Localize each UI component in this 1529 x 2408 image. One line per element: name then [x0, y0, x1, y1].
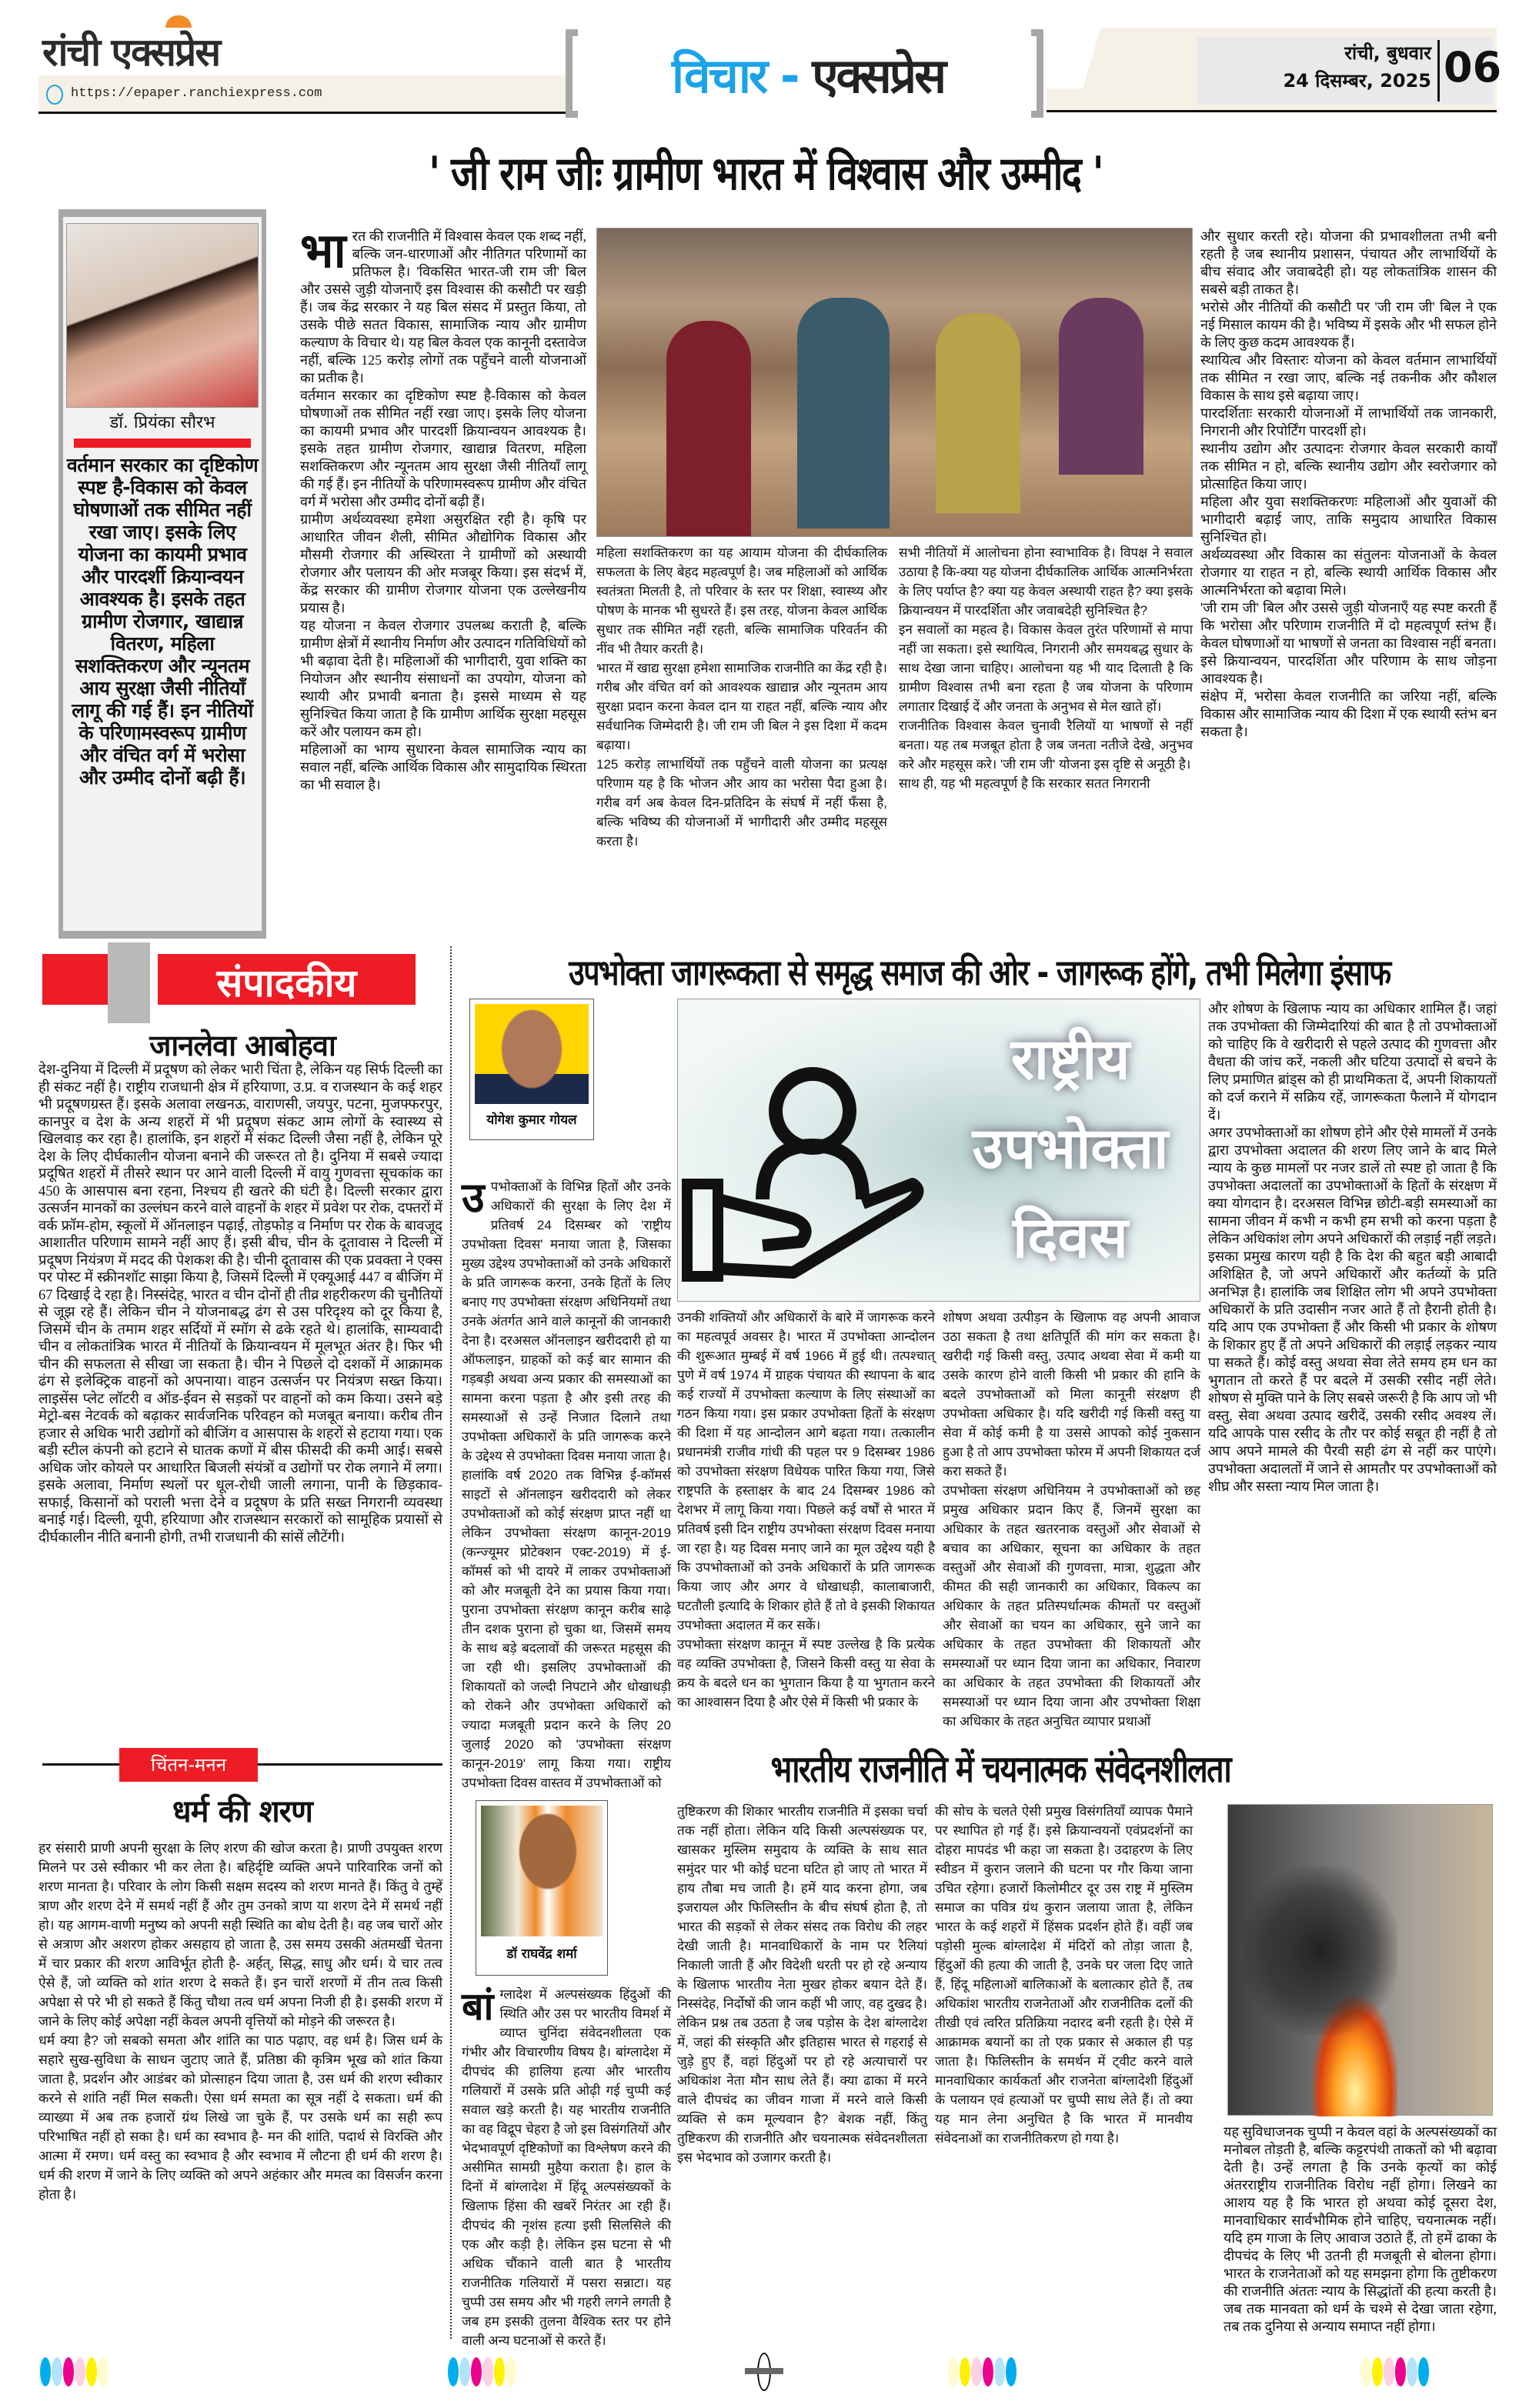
registration-crosshair-bar — [745, 2368, 783, 2374]
paragraph: अगर उपभोक्ताओं का शोषण होने और ऐसे मामलों में उनके द्वारा उपभोक्ता अदालत की शरण लिए जाने के बाद मिले न्याय के कुछ मामलों पर नजर डालें तो स्पष्ट हो जाता है कि उपभोक्ता अदालतों का उपभोक्ताओं के हितों के संरक्षण में क्या योगदान है। दरअसल विभिन्न छोटी-बड़ी समस्याओं का सामना जीवन में कभी न कभी हम सभी को करना पड़ता है लेकिन अधिकांश लोग अपने अधिकारों की लड़ाई नहीं लड़ते। इसका प्रमुख कारण यही है कि देश की बहुत बड़ी आबादी अशिक्षित है, जो अपने अधिकारों और कर्तव्यों के प्रति अनभिज्ञ है। हालांकि जब शिक्षित लोग भी अपने उपभोक्ता अधिकारों के प्रति उदासीन नजर आते हैं तो हैरानी होती है। यदि आप एक उपभोक्ता हैं और किसी भी प्रकार के शोषण के शिकार हुए हैं तो अपने अधिकारों की लड़ाई लड़कर न्याय पा सकते हैं। कोई वस्तु अथवा सेवा लेते समय हम धन का भुगतान तो करते हैं पर बदले में उसकी रसीद नहीं लेते। शोषण से मुक्ति पाने के लिए सबसे जरूरी है कि आप जो भी वस्तु, सेवा अथवा उत्पाद खरीदें, उसकी रसीद अवश्य लें। यदि आपके पास रसीद के तौर पर कोई सबूत ही नहीं है तो आप अपने मामले की पैरवी सही ढंग से नहीं कर पाएंगे। उपभोक्ता अदालतों में जाने से आमतौर पर उपभोक्ताओं को शीघ्र और सस्ता न्याय मिल जाता है। — [1208, 1125, 1497, 1494]
color-mark — [1384, 2357, 1394, 2386]
section-bracket-right — [1031, 29, 1043, 118]
color-mark — [98, 2357, 108, 2386]
red-divider — [74, 439, 251, 448]
paragraph: स्थानीय उद्योग और उत्पादनः रोजगार केवल सरकारी कार्यों तक सीमित न हो, बल्कि स्थानीय उद्योग और स्वरोजगार को प्रोत्साहित किया जाए। — [1200, 441, 1497, 492]
consumer-day-illustration — [677, 999, 1200, 1302]
editorial-title: जानलेवा आबोहवा — [149, 1029, 336, 1062]
lead-headline: ' जी राम जीः ग्रामीण भारत में विश्वास और उम्मीद ' — [429, 147, 1103, 201]
paragraph: और शोषण के खिलाफ न्याय का अधिकार शामिल हैं। जहां तक उपभोक्ता की जिम्मेदारियां की बात है तो उपभोक्ताओं को चाहिए कि वे खरीदारी से पहले उत्पाद की गुणवत्ता और वैधता की जांच करें, नकली और घटिया उत्पादों से बचने के लिए प्रमाणित ब्रांड्स को ही प्राथमिकता दें, अपनी शिकायतों को दर्ज कराने में सक्रिय रहें, जागरूकता फैलाने में योगदान दें। — [1208, 1001, 1497, 1122]
politics-column-2 — [677, 1802, 927, 2339]
paragraph: पभोक्ताओं के विभिन्न हितों और उनके अधिकारों की सुरक्षा के लिए देश में प्रतिवर्ष 24 दिसम्बर को 'राष्ट्रीय उपभोक्ता दिवस' मनाया जाता है, जिसका मुख्य उद्देश्य उपभोक्ताओं को उनके अधिकारों के प्रति जागरूक करना, उनके हितों के लिए बनाए गए उपभोक्ता संरक्षण अधिनियमों तथा उनके अंतर्गत आने वाले कानूनों की जानकारी देना है। दरअसल ऑनलाइन खरीददारी हो या ऑफलाइन, ग्राहकों को कई बार सामान की गड़बड़ी अथवा अन्य प्रकार की समस्याओं का सामना करना पड़ता है और इसी तरह की समस्याओं से उन्हें निजात दिलाने तथा उपभोक्ता अधिकारों के प्रति जागरूक करने के उद्देश्य से उपभोक्ता दिवस मनाया जाता है। हालांकि वर्ष 2020 तक विभिन्न ई-कॉमर्स साइटों से ऑनलाइन खरीददारी को लेकर उपभोक्ताओं को कोई संरक्षण प्राप्त नहीं था लेकिन उपभोक्ता संरक्षण कानून-2019 (कन्ज्यूमर प्रोटेक्शन एक्ट-2019) में ई-कॉमर्स को भी दायरे में लाकर उपभोक्ताओं को और मजबूती देने का प्रयास किया गया। पुराना उपभोक्ता संरक्षण कानून करीब साढ़े तीन दशक पुराना हो चुका था, जिसमें समय के साथ बड़े बदलावों की जरूरत महसूस की जा रही थी। इसलिए उपभोक्ताओं की शिकायतों को जल्दी निपटाने और धोखाधड़ी को रोकने और उपभोक्ता अधिकारों को ज्यादा मजबूती प्रदान करने के लिए 20 जुलाई 2020 को 'उपभोक्ता संरक्षण कानून-2019' लागू किया गया। राष्ट्रीय उपभोक्ता दिवस वास्तव में उपभोक्ताओं को — [462, 1179, 671, 1790]
paragraph: वर्तमान सरकार का दृष्टिकोण स्पष्ट है-विकास को केवल घोषणाओं तक सीमित नहीं रखा जाए। इसके लिए योजना का कायमी प्रभाव और पारदर्शी क्रियान्वयन आवश्यक है। इसके तहत ग्रामीण रोजगार, खाद्यान्न वितरण, महिला सशक्तिकरण और न्यूनतम आय सुरक्षा जैसी नीतियाँ लागू की गई हैं। इन नीतियों के परिणामस्वरूप ग्रामीण और वंचित वर्ग में भरोसा और उम्मीद दोनों बढ़ी हैं। — [300, 388, 586, 509]
politics-headline: भारतीय राजनीति में चयनात्मक संवेदनशीलता — [770, 1748, 1230, 1791]
paragraph: साथ ही, यह भी महत्वपूर्ण है कि सरकार सतत निगरानी — [899, 776, 1150, 791]
pullquote-box — [58, 209, 266, 939]
section-title-separator: - — [766, 48, 813, 104]
paragraph: भारत में खाद्य सुरक्षा हमेशा सामाजिक राजनीति का केंद्र रही है। गरीब और वंचित वर्ग को आवश्यक खाद्यान्न और न्यूनतम आय सुरक्षा प्रदान करना केवल दान या राहत नहीं, बल्कि न्याय और सर्वधानिक जिम्मेदारी है। जी राम जी बिल ने इस दिशा में कदम बढ़ाया। — [596, 661, 887, 752]
illustration-word: दिवस — [1013, 1205, 1128, 1271]
date-divider — [1437, 40, 1440, 102]
color-mark — [52, 2357, 62, 2386]
color-mark — [63, 2357, 74, 2386]
lead-column-4 — [1200, 228, 1497, 928]
author-name: योगेश कुमार गोयल — [486, 1112, 577, 1128]
paragraph: पारदर्शिताः सरकारी योजनाओं में लाभार्थियों तक जानकारी, निगरानी और रिपोर्टिंग पारदर्शी हो। — [1200, 405, 1497, 439]
color-mark — [1006, 2357, 1017, 2386]
color-mark — [448, 2357, 459, 2386]
politics-photo-street-fire — [1227, 1804, 1493, 2116]
color-mark — [948, 2357, 959, 2386]
chintan-body — [38, 1839, 442, 2339]
paragraph: भरोसे और नीतियों की कसौटी पर 'जी राम जी' बिल ने एक नई मिसाल कायम की है। भविष्य में इसके और भी सफल होने के लिए कुछ कदम आवश्यक हैं। — [1200, 299, 1497, 350]
author-box-raghvendra — [476, 1800, 608, 1976]
paragraph: 125 करोड़ लाभार्थियों तक पहुँचने वाली योजना का प्रत्यक्ष परिणाम यह है कि भोजन और आय का भरोसा पैदा हुआ है। गरीब वर्ग अब केवल दिन-प्रतिदिन के संघर्ष में नहीं फँसा है, बल्कि भविष्य की योजनाओं में भागीदारी और उम्मीद महसूस करता है। — [596, 757, 887, 849]
illustration-word: उपभोक्ता — [972, 1116, 1169, 1182]
lead-column-1 — [300, 222, 586, 928]
color-mark — [494, 2357, 505, 2386]
dropcap: बां — [462, 1984, 494, 2029]
chintan-title: धर्म की शरण — [172, 1794, 312, 1829]
paragraph: उपभोक्ता संरक्षण कानून में स्पष्ट उल्लेख है कि प्रत्येक वह व्यक्ति उपभोक्ता है, जिसने किसी वस्तु या सेवा के क्रय के बदले धन का भुगतान किया है या भुगतान करने का आश्वासन दिया है और ऐसे में किसी भी प्रकार के — [677, 1637, 935, 1709]
consumer-column-4 — [1208, 1000, 1497, 1727]
color-mark — [983, 2357, 993, 2386]
paragraph: शोषण अथवा उत्पीड़न के खिलाफ वह अपनी आवाज उठा सकता है तथा क्षतिपूर्ति की मांग कर सकता है। खरीदी गई किसी वस्तु, उत्पाद अथवा सेवा में कमी या उसके कारण होने वाली किसी भी प्रकार की हानि के बदले उपभोक्ताओं को मिला कानूनी संरक्षण ही उपभोक्ता अधिकार है। यदि खरीदी गई किसी वस्तु या सेवा में कोई कमी है या उससे आपको कोई नुकसान हुआ है तो आप उपभोक्ता फोरम में अपनी शिकायत दर्ज करा सकते हैं। — [943, 1310, 1200, 1479]
paragraph: हर संसारी प्राणी अपनी सुरक्षा के लिए शरण की खोज करता है। प्राणी उपयुक्त शरण मिलने पर उसे स्वीकार भी कर लेता है। बहिर्दृष्टि व्यक्ति अपने पारिवारिक जनों को शरण मानता है। परिवार के लोग किसी सक्षम सदस्य को शरण मानते हैं। किंतु वे तुम्हें त्राण और शरण देने में समर्थ नहीं हैं और तुम उनको त्राण या शरण देने में समर्थ नहीं हो। यह आगम-वाणी मनुष्य को अपनी सही स्थिति का बोध देती है। वह जब चारों ओर से अत्राण और अशरण होकर असहाय हो जाता है, उस समय उसकी अंतमर्खी चेतना में चार प्रकार की शरण आविर्भूत होती है- अर्हत्, सिद्ध, साधु और धर्म। ये चार तत्व ऐसे हैं, जो व्यक्ति को शांत शरण दे सकते हैं। इन चारों शरणों में तीन तत्व किसी अपेक्षा से परे भी हो सकते हैं किंतु चौथा तत्व धर्म अपना निजी ही है। इसकी शरण में जाने के लिए कोई अपेक्षा नहीं केवल अपनी वृत्तियों को मोड़ने की जरूरत है। — [38, 1840, 442, 2029]
paragraph: महिला और युवा सशक्तिकरणः महिलाओं और युवाओं की भागीदारी बढ़ाई जाए, ताकि समुदाय आधारित विकास सुनिश्चित हो। — [1200, 494, 1497, 545]
section-title — [585, 42, 1031, 107]
color-mark — [1418, 2357, 1429, 2386]
editorial-gray-bar — [108, 942, 150, 1023]
consumer-headline-wrap — [462, 948, 1497, 996]
politics-column-1 — [462, 1984, 671, 2348]
editorial-body — [38, 1062, 442, 1729]
author-name: डॉ राघवेंद्र शर्मा — [506, 1946, 577, 1962]
editorial-gray-gap — [150, 954, 158, 1005]
paragraph: यह सुविधाजनक चुप्पी न केवल वहां के अल्पसंख्यकों का मनोबल तोड़ती है, बल्कि कट्टरपंथी ताकतों को भी बढ़ावा देती है। उन्हें लगता है कि उनके कृत्यों का कोई अंतरराष्ट्रीय राजनीतिक विरोध नहीं होगा। लिखने का आशय यह है कि भारत हो अथवा कोई दूसरा देश, मानवाधिकार सार्वभौमिक होने चाहिए, चयनात्मक नहीं। यदि हम गाजा के लिए आवाज उठाते हैं, तो हमें ढाका के दीपचंद के लिए भी उतनी ही मजबूती से बोलना होगा। भारत के राजनेताओं को यह समझना होगा कि तुष्टीकरण की राजनीति अंततः न्याय के सिद्धांतों की हत्या करती है। जब तक मानवता को धर्म के चश्मे से देखा जाता रहेगा, तब तक दुनिया से अन्याय समाप्त नहीं होगा। — [1224, 2124, 1497, 2334]
pullquote-inner — [63, 217, 262, 931]
lead-photo-women-workers — [596, 228, 1193, 537]
dropcap: भा — [300, 222, 346, 278]
paragraph: ग्लादेश में अल्पसंख्यक हिंदुओं की स्थिति और उस पर भारतीय विमर्श में व्याप्त चुनिंदा संवेदनशीलता एक गंभीर और विचारणीय विषय है। बांग्लादेश में दीपचंद की हालिया हत्या और भारतीय गलियारों में उसके प्रति ओढ़ी गई चुप्पी कई सवाल खड़े करती है। यह भारतीय राजनीति का वह विद्रूप चेहरा है जो इस विसंगतियों और भेदभावपूर्ण दृष्टिकोणों का विश्लेषण करने की असीमित सामग्री मुहैया कराता है। हाल के दिनों में बांग्लादेश में हिंदू अल्पसंख्यकों के खिलाफ हिंसा की खबरें निरंतर आ रही हैं। दीपचंद की नृशंस हत्या इसी सिलसिले की एक और कड़ी है। लेकिन इस घटना से भी अधिक चौंकाने वाली बात है भारतीय राजनीतिक गलियारों में पसरा सन्नाटा। यह चुप्पी उस समय और भी गहरी लगने लगती है जब हम इसकी तुलना वैश्विक स्तर पर होने वाली अन्य घटनाओं से करते हैं। — [462, 1987, 671, 2348]
author-name: डॉ. प्रियंका सौरभ — [109, 413, 215, 432]
photo-figure — [1059, 298, 1143, 475]
paragraph: राजनीतिक विश्वास केवल चुनावी रैलियों या भाषणों से नहीं बनता। यह तब मजबूत होता है जब जनता नतीजे देखे, अनुभव करे और महसूस करे। 'जी राम जी' योजना इस दृष्टि से अनूठी है। — [899, 719, 1193, 772]
illustration-caption — [947, 1015, 1193, 1282]
section-title-part1: विचार — [671, 48, 766, 104]
color-mark — [960, 2357, 970, 2386]
politics-column-4 — [1224, 2123, 1497, 2339]
color-mark — [1372, 2357, 1383, 2386]
paragraph: उनकी शक्तियों और अधिकारों के बारे में जागरूक करने का महत्वपूर्व अवसर है। भारत में उपभोक्ता आन्दोलन की शुरूआत मुम्बई में वर्ष 1966 में हुई थी। तत्पश्चात् पुणे में वर्ष 1974 में ग्राहक पंचायत की स्थापना के बाद कई राज्यों में उपभोक्ता कल्याण के लिए संस्थाओं का गठन किया गया। इस प्रकार उपभोक्ता हितों के संरक्षण की दिशा में यह आन्दोलन आगे बढ़ता गया। तत्कालीन प्रधानमंत्री राजीव गांधी की पहल पर 9 दिसम्बर 1986 को उपभोक्ता संरक्षण विधेयक पारित किया गया, जिसे राष्ट्रपति के हस्ताक्षर के बाद 24 दिसम्बर 1986 को देशभर में लागू किया गया। पिछले कई वर्षों से भारत में प्रतिवर्ष इसी दिन राष्ट्रीय उपभोक्ता संरक्षण दिवस मनाया जा रहा है। यह दिवस मनाए जाने का मूल उद्देश्य यही है कि उपभोक्ताओं को उनके अधिकारों के प्रति जागरूक किया जाए और अगर वे धोखाधड़ी, कालाबाजारी, घटतौली इत्यादि के शिकार होते हैं तो वे इसकी शिकायत उपभोक्ता अदालत में कर सकें। — [677, 1310, 935, 1633]
chintan-banner[interactable]: चिंतन-मनन — [119, 1748, 258, 1782]
color-mark — [506, 2357, 516, 2386]
paragraph: इन सवालों का महत्व है। विकास केवल तुरंत परिणामों से मापा नहीं जा सकता। इसे स्थायित्व, निगरानी और समयबद्ध सुधार के साथ देखा जाना चाहिए। आलोचना यह भी याद दिलाती है कि ग्रामीण विश्वास तभी बना रहता है जब योजना के परिणाम लगातार दिखाई दें और जनता के अनुभव से मेल खाते हों। — [899, 622, 1193, 714]
paragraph: 'जी राम जी' बिल और उससे जुड़ी योजनाएँ यह स्पष्ट करती हैं कि भरोसा और परिणाम राजनीति में दो महत्वपूर्ण स्तंभ हैं। केवल घोषणाओं या भाषणों से जनता का विश्वास नहीं बनता। इसे क्रियान्वयन, पारदर्शिता और परिणाम के साथ जोड़ना आवश्यक है। — [1200, 600, 1497, 686]
color-mark — [86, 2357, 97, 2386]
politics-column-3 — [935, 1802, 1193, 2339]
issue-date: 24 दिसम्बर, 2025 — [1283, 70, 1431, 92]
section-title-part2: एक्सप्रेस — [812, 48, 945, 104]
color-mark — [75, 2357, 85, 2386]
epaper-url-link[interactable]: https://epaper.ranchiexpress.com — [71, 86, 322, 101]
sun-logo-icon — [165, 15, 192, 28]
color-mark — [471, 2357, 482, 2386]
author-box-yogesh — [469, 999, 594, 1140]
paragraph: और सुधार करती रहे। योजना की प्रभावशीलता तभी बनी रहती है जब स्थानीय प्रशासन, पंचायत और लाभार्थियों के बीच संवाद और जवाबदेही हो। यह लोकतांत्रिक शासन की सबसे बड़ी ताकत है। — [1200, 228, 1497, 297]
color-mark — [1407, 2357, 1417, 2386]
globe-icon — [46, 85, 63, 105]
lead-column-2 — [596, 543, 887, 928]
city-day: रांची, बुधवार — [1344, 42, 1431, 64]
photo-figure — [666, 321, 751, 536]
illustration-word: राष्ट्रीय — [1010, 1026, 1130, 1092]
paragraph: धर्म क्या है? जो सबको समता और शांति का पाठ पढ़ाए, वह धर्म है। जिस धर्म के सहारे सुख-सुविधा के साधन जुटाए जाते हैं, प्रतिष्ठा की कृत्रिम भूख को शांत किया जाता है, प्रदर्शन और आडंबर को प्रोत्साहन दिया जाता है, उस धर्म की शरण स्वीकार करने से शांति नहीं मिल सकती। ऐसा धर्म समता का सूत्र नहीं दे सकता। धर्म की व्याख्या में अब तक हजारों ग्रंथ लिखे जा चुके हैं, पर उसके धर्म का सही रूप परिभाषित नहीं हो सका है। धर्म का स्वभाव है- मन की शांति, पदार्थ से विरक्ति और आत्मा में रमण। धर्म वस्तु का स्वभाव है और स्वभाव में लौटना ही धर्म की शरण है। धर्म की शरण में जाने के लिए व्यक्ति को अपने अहंकार और ममत्व का विसर्जन करना होता है। — [38, 2033, 442, 2202]
editorial-banner-label: संपादकीय — [216, 961, 357, 1006]
paragraph: महिलाओं का भाग्य सुधारना केवल सामाजिक न्याय का सवाल नहीं, बल्कि आर्थिक विकास और सामुदायिक स्थिरता का भी सवाल है। — [300, 742, 586, 792]
author-photo-raghvendra — [481, 1806, 603, 1936]
lead-headline-wrap — [300, 140, 1231, 203]
consumer-headline: उपभोक्ता जागरूकता से समृद्ध समाज की ओर - जागरूक होंगे, तभी मिलेगा इंसाफ — [568, 952, 1390, 993]
paragraph: संक्षेप में, भरोसा केवल राजनीति का जरिया नहीं, बल्कि विकास और सामाजिक न्याय की दिशा में एक स्थायी स्तंभ बन सकता है। — [1200, 689, 1497, 739]
pullquote-text: वर्तमान सरकार का दृष्टिकोण स्पष्ट है-विकास को केवल घोषणाओं तक सीमित नहीं रखा जाए। इसके लिए योजना का कायमी प्रभाव और पारदर्शी क्रियान्वयन आवश्यक है। इसके तहत ग्रामीण रोजगार, खाद्यान्न वितरण, महिला सशक्तिकरण और न्यूनतम आय सुरक्षा जैसी नीतियाँ लागू की गई हैं। इन नीतियों के परिणामस्वरूप ग्रामीण और वंचित वर्ग में भरोसा और उम्मीद दोनों बढ़ी हैं। — [66, 454, 259, 789]
hand-person-icon — [678, 1053, 932, 1284]
paragraph: अर्थव्यवस्था और विकास का संतुलनः योजनाओं के केवल रोजगार या राहत न हो, बल्कि स्थायी आर्थिक विकास और आत्मनिर्भरता को बढ़ावा मिले। — [1200, 547, 1497, 598]
paragraph: उपभोक्ता संरक्षण अधिनियम ने उपभोक्ताओं को छह प्रमुख अधिकार प्रदान किए हैं, जिनमें सुरक्षा का अधिकार के तहत खतरनाक वस्तुओं और सेवाओं से बचाव का अधिकार, सूचना का अधिकार के तहत वस्तुओं और सेवाओं की गुणवत्ता, मात्रा, शुद्धता और कीमत की सही जानकारी का अधिकार, विकल्प का अधिकार के तहत प्रतिस्पर्धात्मक कीमतों पर वस्तुओं और सेवाओं का चयन का अधिकार, सुने जाने का अधिकार के तहत उपभोक्ता की शिकायतों और समस्याओं पर ध्यान दिया जाना का अधिकार, निवारण का अधिकार के तहत उपभोक्ता की शिकायतों और समस्याओं पर ध्यान दिया जाना और उपभोक्ता शिक्षा का अधिकार के तहत अनुचित व्यापार प्रथाओं — [943, 1483, 1200, 1729]
paragraph: स्थायित्व और विस्तारः योजना को केवल वर्तमान लाभार्थियों तक सीमित न रखा जाए, बल्कि नई तकनीक और कौशल विकास के साथ इसे बढ़ाया जाए। — [1200, 352, 1497, 403]
paragraph: देश-दुनिया में दिल्ली में प्रदूषण को लेकर भारी चिंता है, लेकिन यह सिर्फ दिल्ली का ही संकट नहीं है। राष्ट्रीय राजधानी क्षेत्र में हरियाणा, उ.प्र. व राजस्थान के कई शहर भी प्रदूषणग्रस्त हैं। इसके अलावा लखनऊ, वाराणसी, जयपुर, पटना, मुजफ्फरपुर, कानपुर व देश के अन्य शहरों में भी प्रदूषण संकट आम लोगों के स्वास्थ्य से खिलवाड़ कर रहा है। हालांकि, इन शहरों में संकट दिल्ली जैसा नहीं है, लेकिन पूरे देश के लिए दीर्घकालीन योजना बनाने की जरूरत तो है। दुनिया में सबसे ज्यादा प्रदूषित शहरों में तीसरे स्थान पर आने वाली दिल्ली में वायु गुणवत्ता सूचकांक का 450 के आसपास बना रहना, निश्चय ही खतरे की घंटी है। दिल्ली सरकार द्वारा उत्सर्जन मानकों का उल्लंघन करने वाले वाहनों के शहर में प्रवेश पर रोक, दफ्तरों में वर्क फ्रॉम-होम, स्कूलों में ऑनलाइन पढ़ाई, तोड़फोड़ व निर्माण पर रोक के बावजूद आशातीत परिणाम सामने नहीं आए हैं। इसी बीच, चीन के दूतावास ने दिल्ली में प्रदूषण नियंत्रण में मदद की पेशकश की है। चीनी दूतावास की एक प्रवक्ता ने एक्स पर पोस्ट में स्क्रीनशॉट साझा किया है, जिसमें दिल्ली में एक्यूआई 447 व बीजिंग में 67 दिखाई दे रहा है। निस्संदेह, भारत व चीन दोनों ही तीव्र शहरीकरण की चुनौतियों से जूझ रहे हैं। लेकिन चीन ने योजनाबद्ध ढंग से उस परिदृश्य को दूर किया है, जिसमें चीन के तमाम शहर सर्दियों में स्मॉग से ढके रहते थे। हालांकि, साम्यवादी चीन व लोकतांत्रिक भारत में नीतियों के क्रियान्वयन में मूलभूत अंतर है। फिर भी चीन की सफलता से सीखा जा सकता है। चीन ने पिछले दो दशकों में आक्रामक ढंग से इलेक्ट्रिक वाहनों को अपनाया। वाहन उत्सर्जन पर नियंत्रण सख्त किया। लाइसेंस प्लेट लॉटरी व ऑड-ईवन से सड़कों पर वाहनों को कम किया। उसने बड़े मेट्रो-बस नेटवर्क को बढ़ाकर सार्वजनिक परिवहन को मजबूत बनाया। करीब तीन हजार से अधिक भारी उद्योगों को बीजिंग व आसपास के शहरों से हटाया गया। एक बड़ी स्टील कंपनी को हटाने से घातक कणों में बीस फीसदी की कमी आई। सबसे अधिक जोर कोयले पर आधारित बिजली संयंत्रों व उद्योगों पर रोक लगाने में लगा। इसके अलावा, निर्माण स्थलों पर धूल-रोधी जाली लगाना, पानी के छिड़काव-सफाई, किसानों को पराली भत्ता देने व प्रदूषण के प्रति सख्त निगरानी व्यवस्था बनाई गई। दिल्ली, यूपी, हरियाणा और राजस्थान सरकारों को सामूहिक प्रयासों से दीर्घकालीन नीति बनानी होगी, तभी राजधानी की सांसें लौटेंगी। — [38, 1062, 442, 1546]
paragraph: रत की राजनीति में विश्वास केवल एक शब्द नहीं, बल्कि जन-धारणाओं और नीतिगत परिणामों का प्रतिफल है। 'विकसित भारत-जी राम जी' बिल और उससे जुड़ी योजनाएँ इस विश्वास की कसौटी पर खड़ी हैं। जब केंद्र सरकार ने यह बिल संसद में प्रस्तुत किया, तो उसके पीछे सतत विकास, सामाजिक न्याय और ग्रामीण कल्याण के विचार थे। यह बिल केवल एक कानूनी दस्तावेज नहीं, बल्कि 125 करोड़ लोगों तक पहुँचने वाली योजनाओं का प्रतीक है। — [300, 228, 586, 385]
page-number: 06 — [1444, 43, 1502, 92]
color-mark — [40, 2357, 51, 2386]
color-mark — [1360, 2357, 1371, 2386]
consumer-column-2 — [677, 1308, 935, 1727]
paragraph: तुष्टिकरण की शिकार भारतीय राजनीति में इसका चर्चा तक नहीं होता। लेकिन यदि किसी अल्पसंख्यक पर, खासकर मुस्लिम समुदाय के व्यक्ति के साथ सात समुंदर पार भी कोई घटना घटित हो जाए तो भारत में हाय तौबा मच जाती है। हमें याद करना होगा, जब इजरायल और फिलिस्तीन के बीच संघर्ष होता है, तो भारत की सड़कों से लेकर संसद तक विरोध की लहर देखी जाती है। मानवाधिकारों के नाम पर रैलियां निकाली जाती हैं और विदेशी धरती पर हो रहे अन्याय के खिलाफ भारतीय नेता मुखर होकर बयान देते हैं। निस्संदेह, निर्दोषों की जान कहीं भी जाए, वह दुखद है। लेकिन प्रश्न तब उठता है जब पड़ोस के देश बांग्लादेश में, जहां की संस्कृति और इतिहास भारत से गहराई से जुड़े हुए हैं, वहां हिंदुओं पर हो रहे अत्याचारों पर अधिकांश नेता मौन साध लेते हैं। क्या ढाका में मरने वाले दीपचंद का जीवन गाजा में मरने वाले किसी व्यक्ति से कम मूल्यवान है? बेशक नहीं, किंतु तुष्टिकरण की राजनीति और चयनात्मक संवेदनशीलता इस भेदभाव को उजागर करती है। — [677, 1804, 927, 2165]
photo-figure — [936, 313, 1020, 513]
color-mark — [482, 2357, 493, 2386]
author-photo-priyanka — [66, 223, 259, 408]
newspaper-logo[interactable]: रांची एक्सप्रेस — [42, 29, 220, 75]
color-mark — [994, 2357, 1005, 2386]
dropcap: उ — [462, 1173, 485, 1222]
photo-smoke — [1244, 1866, 1397, 2036]
paragraph: सभी नीतियों में आलोचना होना स्वाभाविक है। विपक्ष ने सवाल उठाया है कि-क्या यह योजना दीर्घकालिक आर्थिक आत्मनिर्भरता के लिए पर्याप्त है? क्या यह केवल अस्थायी राहत है? क्या इसके क्रियान्वयन में पारदर्शिता और जवाबदेही सुनिश्चित है? — [899, 545, 1193, 618]
paragraph: महिला सशक्तिकरण का यह आयाम योजना की दीर्घकालिक सफलता के लिए बेहद महत्वपूर्ण है। जब महिलाओं को आर्थिक स्वतंत्रता मिलती है, तो परिवार के स्तर पर शिक्षा, स्वास्थ्य और पोषण के मानक भी सुधरते हैं। इस तरह, योजना केवल आर्थिक सुधार तक सीमित नहीं रहती, बल्कि सामाजिक परिवर्तन की नींव भी तैयार करती है। — [596, 545, 887, 656]
column-separator — [450, 946, 452, 2339]
consumer-column-3 — [943, 1308, 1200, 1727]
consumer-column-1 — [462, 1173, 671, 1790]
paragraph: ग्रामीण अर्थव्यवस्था हमेशा असुरक्षित रही है। कृषि पर आधारित जीवन शैली, सीमित औद्योगिक विकास और मौसमी रोजगार की अस्थिरता ने ग्रामीणों को अस्थायी रोजगार और पलायन की ओर मजबूर किया। इस संदर्भ में, केंद्र सरकार की ग्रामीण रोजगार योजना एक उल्लेखनीय प्रयास है। — [300, 512, 586, 615]
section-bracket-left — [566, 29, 578, 118]
color-mark — [459, 2357, 470, 2386]
lead-column-3 — [899, 543, 1193, 928]
author-photo-yogesh — [475, 1004, 589, 1104]
politics-headline-wrap — [539, 1743, 1462, 1793]
paragraph: यह योजना न केवल रोजगार उपलब्ध कराती है, बल्कि ग्रामीण क्षेत्रों में स्थानीय निर्माण और उत्पादन गतिविधियों को भी बढ़ावा देती है। महिलाओं की भागीदारी, युवा शक्ति का नियोजन और स्थानीय संसाधनों का उपयोग, योजना को स्थायी और प्रभावी बनाता है। इससे माध्यम से यह सुनिश्चित किया जाता है कि ग्रामीण आर्थिक सुरक्षा महसूस करें और पलायन कम हो। — [300, 618, 586, 739]
color-mark — [1395, 2357, 1406, 2386]
color-mark — [971, 2357, 982, 2386]
photo-figure — [797, 298, 890, 529]
paragraph: की सोच के चलते ऐसी प्रमुख विसंगतियाँ व्यापक पैमाने पर स्थापित हो गई हैं। इसे क्रियान्वयनों एवंप्रदर्शनों का दोहरा मापदंड भी कहा जा सकता है। उदाहरण के लिए स्वीडन में कुरान जलाने की घटना पर गौर किया जाना उचित रहेगा। हजारों किलोमीटर दूर उस राष्ट्र में मुस्लिम समाज का पवित्र ग्रंथ कुरान जलाया जाता है, लेकिन भारत के कई शहरों में हिंसक प्रदर्शन होते हैं। वहीं जब पड़ोसी मुल्क बांग्लादेश में मंदिरों को तोड़ा जाता है, हिंदुओं की हत्या की जाती है, उनके घर जला दिए जाते हैं, हिंदू महिलाओं बालिकाओं के बलात्कार होते हैं, तब अधिकांश भारतीय राजनेताओं और राजनीतिक दलों की तीखी एवं त्वरित प्रतिक्रिया नदारद बनी रहती है। ऐसे में आक्रामक बयानों का तो एक प्रकार से अकाल ही पड़ जाता है। फिलिस्तीन के समर्थन में ट्वीट करने वाले मानवाधिकार कार्यकर्ता और राजनेता बांग्लादेशी हिंदुओं के पलायन एवं हत्याओं पर चुप्पी साध लेते हैं। तो क्या यह मान लेना अनुचित है कि भारत में मानवीय संवेदनाओं का राजनीतिकरण हो गया है। — [935, 1804, 1193, 2146]
